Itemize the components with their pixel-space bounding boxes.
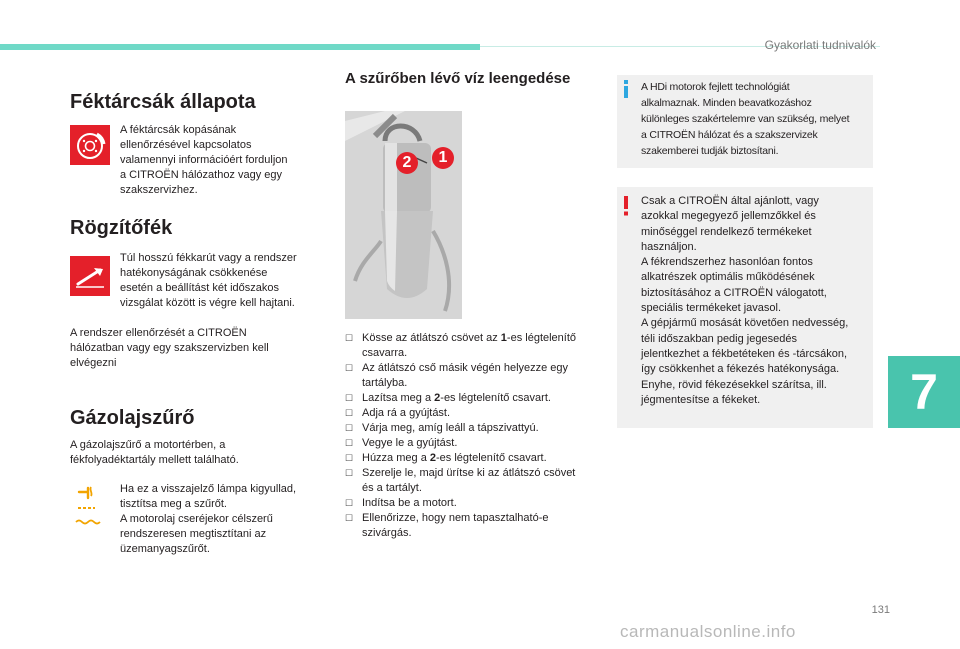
- brake-disc-icon: [70, 125, 110, 165]
- diesel-filter-title: Gázolajszűrő: [70, 407, 195, 429]
- list-item: ☐ Húzza meg a 2-es légtelenítő csavart.: [345, 452, 547, 464]
- brake-discs-text: A féktárcsák kopásának ellenőrzésével kapcsolatos valamennyi információért forduljon a CITROËN hálózathoz vagy egy szakszervizhez.: [120, 124, 288, 196]
- photo-callout-2: 2: [402, 154, 412, 171]
- watermark: carmanualsonline.info: [620, 622, 796, 641]
- info-box: [617, 75, 873, 168]
- bullet-icon: ☐: [345, 363, 354, 373]
- info-box-text: A HDi motorok fejlett technológiát alkalmaznak. Minden beavatkozáshoz különleges szakértelemre van szükség, melyet a CITROËN hálózat és a szakszervizek szakemberei tudják biztosítani.: [641, 81, 850, 157]
- diesel-filter-text: A gázolajszűrő a motortérben, a fékfolyadéktartály mellett található.: [70, 439, 239, 466]
- bullet-icon: ☐: [345, 333, 354, 343]
- exclamation-icon: [622, 196, 630, 216]
- warning-box-text: Csak a CITROËN által ajánlott, vagy azokkal megegyező jellemzőkkel és minőséggel rendelkező termékeket használjon. A fékrendszerhez hasonlóan fontos alkatrészek optimális működésének biztosításához a CITROËN válogatott, speciális termékeket javasol. A gépjármű mosását követően nedvesség, téli időszakban pedig jegesedés jelentkezhet a fékbetéteken és -tárcsákon, így csökkenhet a fékezés hatékonysága. Enyhe, rövid fékezésekkel szárítsa, ill. jégmentesítse a fékeket.: [641, 195, 849, 406]
- header-accent-bar: [0, 44, 480, 50]
- drain-steps-list: [345, 331, 607, 541]
- warning-box: [617, 187, 873, 428]
- bullet-icon: ☐: [345, 498, 354, 508]
- chapter-tab: 7: [888, 356, 960, 428]
- bullet-icon: ☐: [345, 423, 354, 433]
- parking-brake-note: A rendszer ellenőrzését a CITROËN hálózatban vagy egy szakszervizben kell elvégezni: [70, 327, 269, 369]
- bullet-icon: ☐: [345, 513, 354, 523]
- photo-callout-1: 1: [438, 149, 448, 166]
- parking-brake-title: Rögzítőfék: [70, 217, 173, 239]
- water-in-diesel-warning-icon: [75, 484, 101, 528]
- parking-brake-text: Túl hosszú fékkarút vagy a rendszer hatékonyságának csökkenése esetén a beállítást két időszakos vizsgálat között is végre kell hajtani.: [120, 252, 297, 309]
- list-item: ☐ Kösse az átlátszó csövet az 1-es légtelenítő csavarra.: [345, 332, 577, 359]
- diesel-filter-warning-text: Ha ez a visszajelző lámpa kigyullad, tisztítsa meg a szűrőt. A motorolaj cseréjekor célszerű rendszeresen megtisztítani az üzemanyagszűrőt.: [120, 483, 297, 555]
- bullet-icon: ☐: [345, 408, 354, 418]
- list-item: ☐ Várja meg, amíg leáll a tápszivattyú.: [345, 422, 539, 434]
- bullet-icon: ☐: [345, 468, 354, 478]
- list-item: ☐ Lazítsa meg a 2-es légtelenítő csavart.: [345, 392, 551, 404]
- fuel-filter-photo: [345, 111, 462, 319]
- brake-discs-title: Féktárcsák állapota: [70, 91, 256, 113]
- bullet-icon: ☐: [345, 393, 354, 403]
- section-title: Gyakorlati tudnivalók: [764, 38, 876, 52]
- list-item: ☐ Vegye le a gyújtást.: [345, 437, 458, 449]
- list-item: ☐ Indítsa be a motort.: [345, 497, 457, 509]
- list-item: ☐ Adja rá a gyújtást.: [345, 407, 451, 419]
- parking-brake-icon: [70, 256, 110, 296]
- info-icon: [621, 80, 631, 98]
- bullet-icon: ☐: [345, 453, 354, 463]
- bullet-icon: ☐: [345, 438, 354, 448]
- list-item: ☐ Szerelje le, majd ürítse ki az átlátszó csövet és a tartályt.: [345, 467, 576, 494]
- page-number: 131: [871, 604, 890, 616]
- water-drain-title: A szűrőben lévő víz leengedése: [345, 70, 571, 87]
- list-item: ☐ Az átlátszó cső másik végén helyezze egy tartályba.: [345, 362, 569, 389]
- list-item: ☐ Ellenőrizze, hogy nem tapasztalható-e szivárgás.: [345, 512, 549, 539]
